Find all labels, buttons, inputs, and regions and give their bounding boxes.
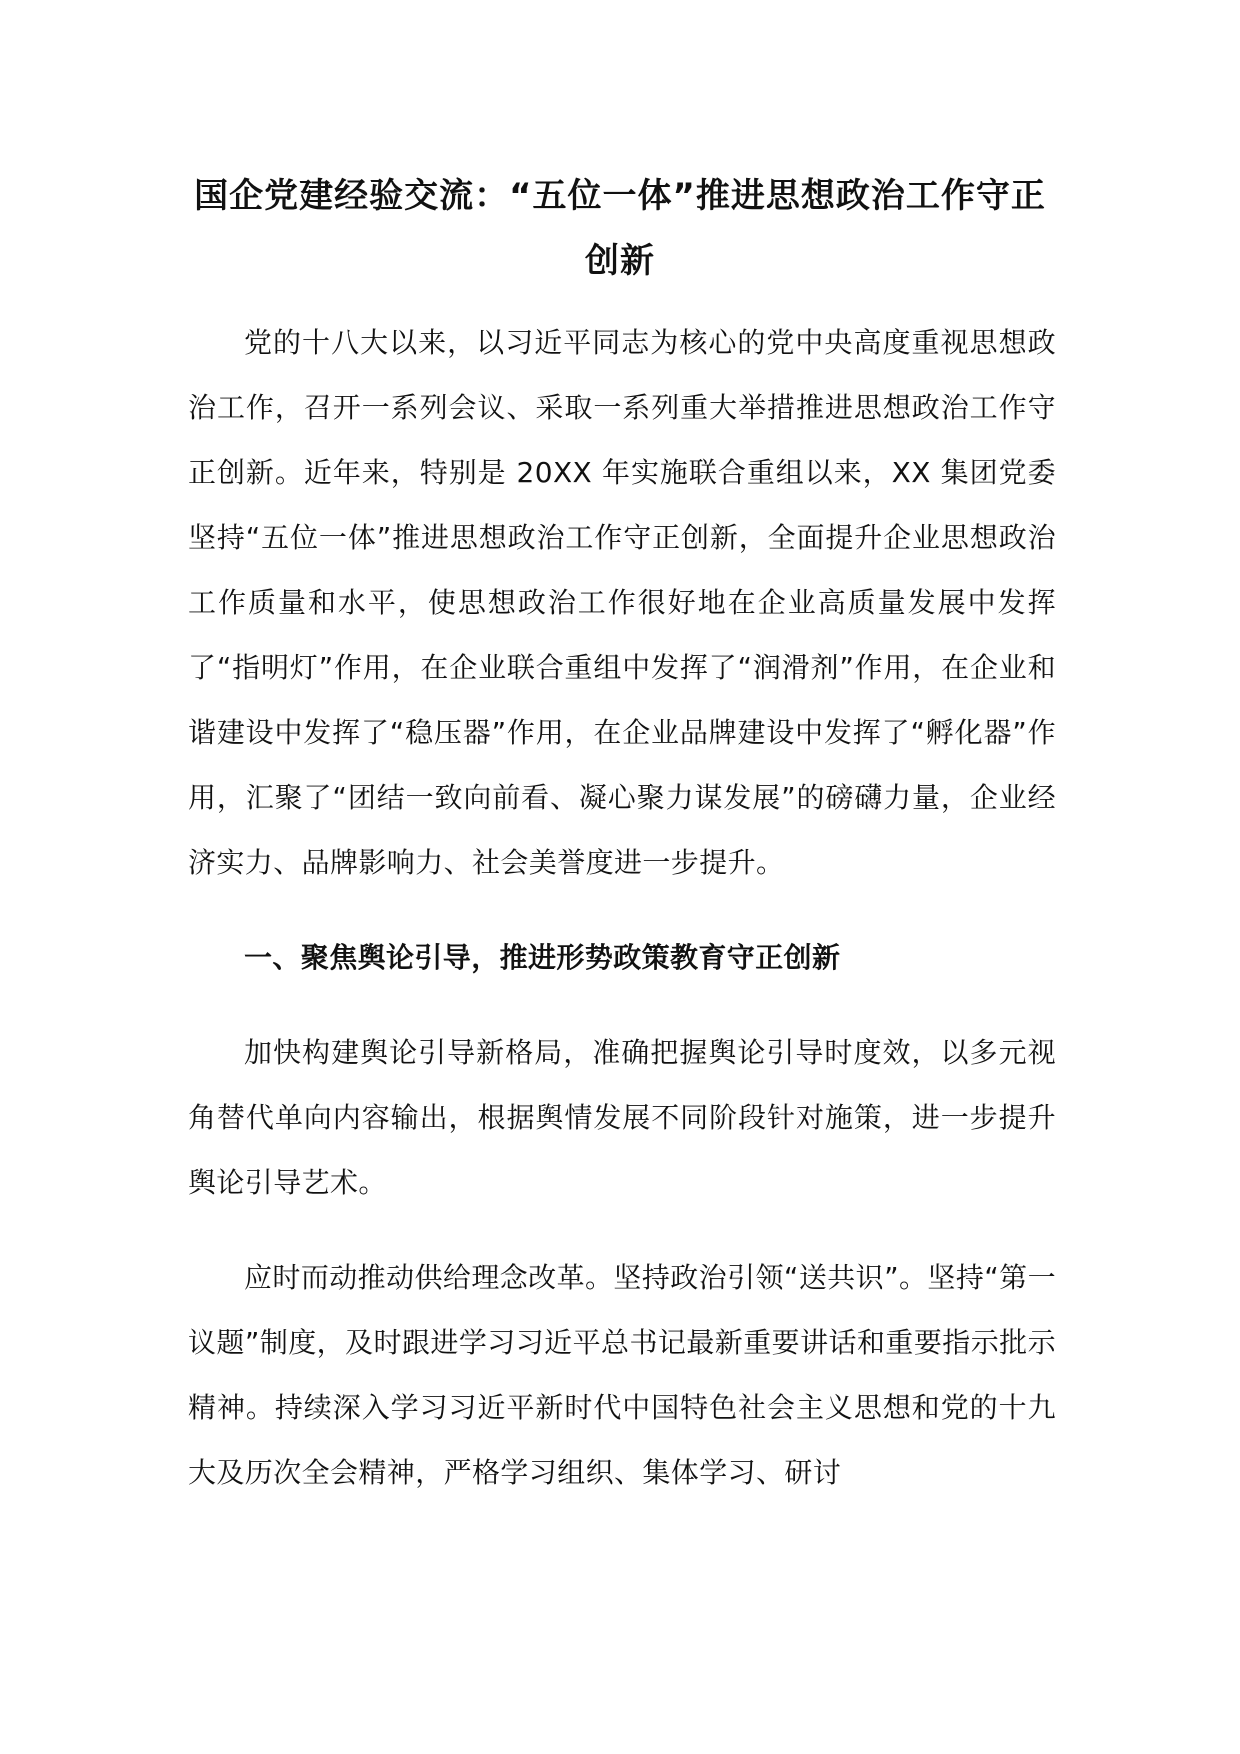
document-title: 国企党建经验交流：“五位一体”推进思想政治工作守正创新 [194,176,1046,281]
section-heading: 一、聚焦舆论引导，推进形势政策教育守正创新 [244,941,841,974]
section-paragraph: 应时而动推动供给理念改革。坚持政治引领“送共识”。坚持“第一议题”制度，及时跟进学习习近平总书记最新重要讲话和重要指示批示精神。持续深入学习习近平新时代中国特色社会主义思想和党的十九大及历次全会精神，严格学习组织、集体学习、研讨 [188,1261,1056,1489]
document-body [188,310,1056,1505]
intro-paragraph: 党的十八大以来，以习近平同志为核心的党中央高度重视思想政治工作，召开一系列会议、采取一系列重大举措推进思想政治工作守正创新。近年来，特别是 20XX 年实施联合重组以来，XX 集团党委坚持“五位一体”推进思想政治工作守正创新，全面提升企业思想政治工作质量和水平，使思想政治工作很好地在企业高质量发展中发挥了“指明灯”作用，在企业联合重组中发挥了“润滑剂”作用，在企业和谐建设中发挥了“稳压器”作用，在企业品牌建设中发挥了“孵化器”作用，汇聚了“团结一致向前看、凝心聚力谋发展”的磅礴力量，企业经济实力、品牌影响力、社会美誉度进一步提升。 [188,326,1056,879]
section-paragraph: 加快构建舆论引导新格局，准确把握舆论引导时度效，以多元视角替代单向内容输出，根据舆情发展不同阶段针对施策，进一步提升舆论引导艺术。 [188,1036,1056,1199]
